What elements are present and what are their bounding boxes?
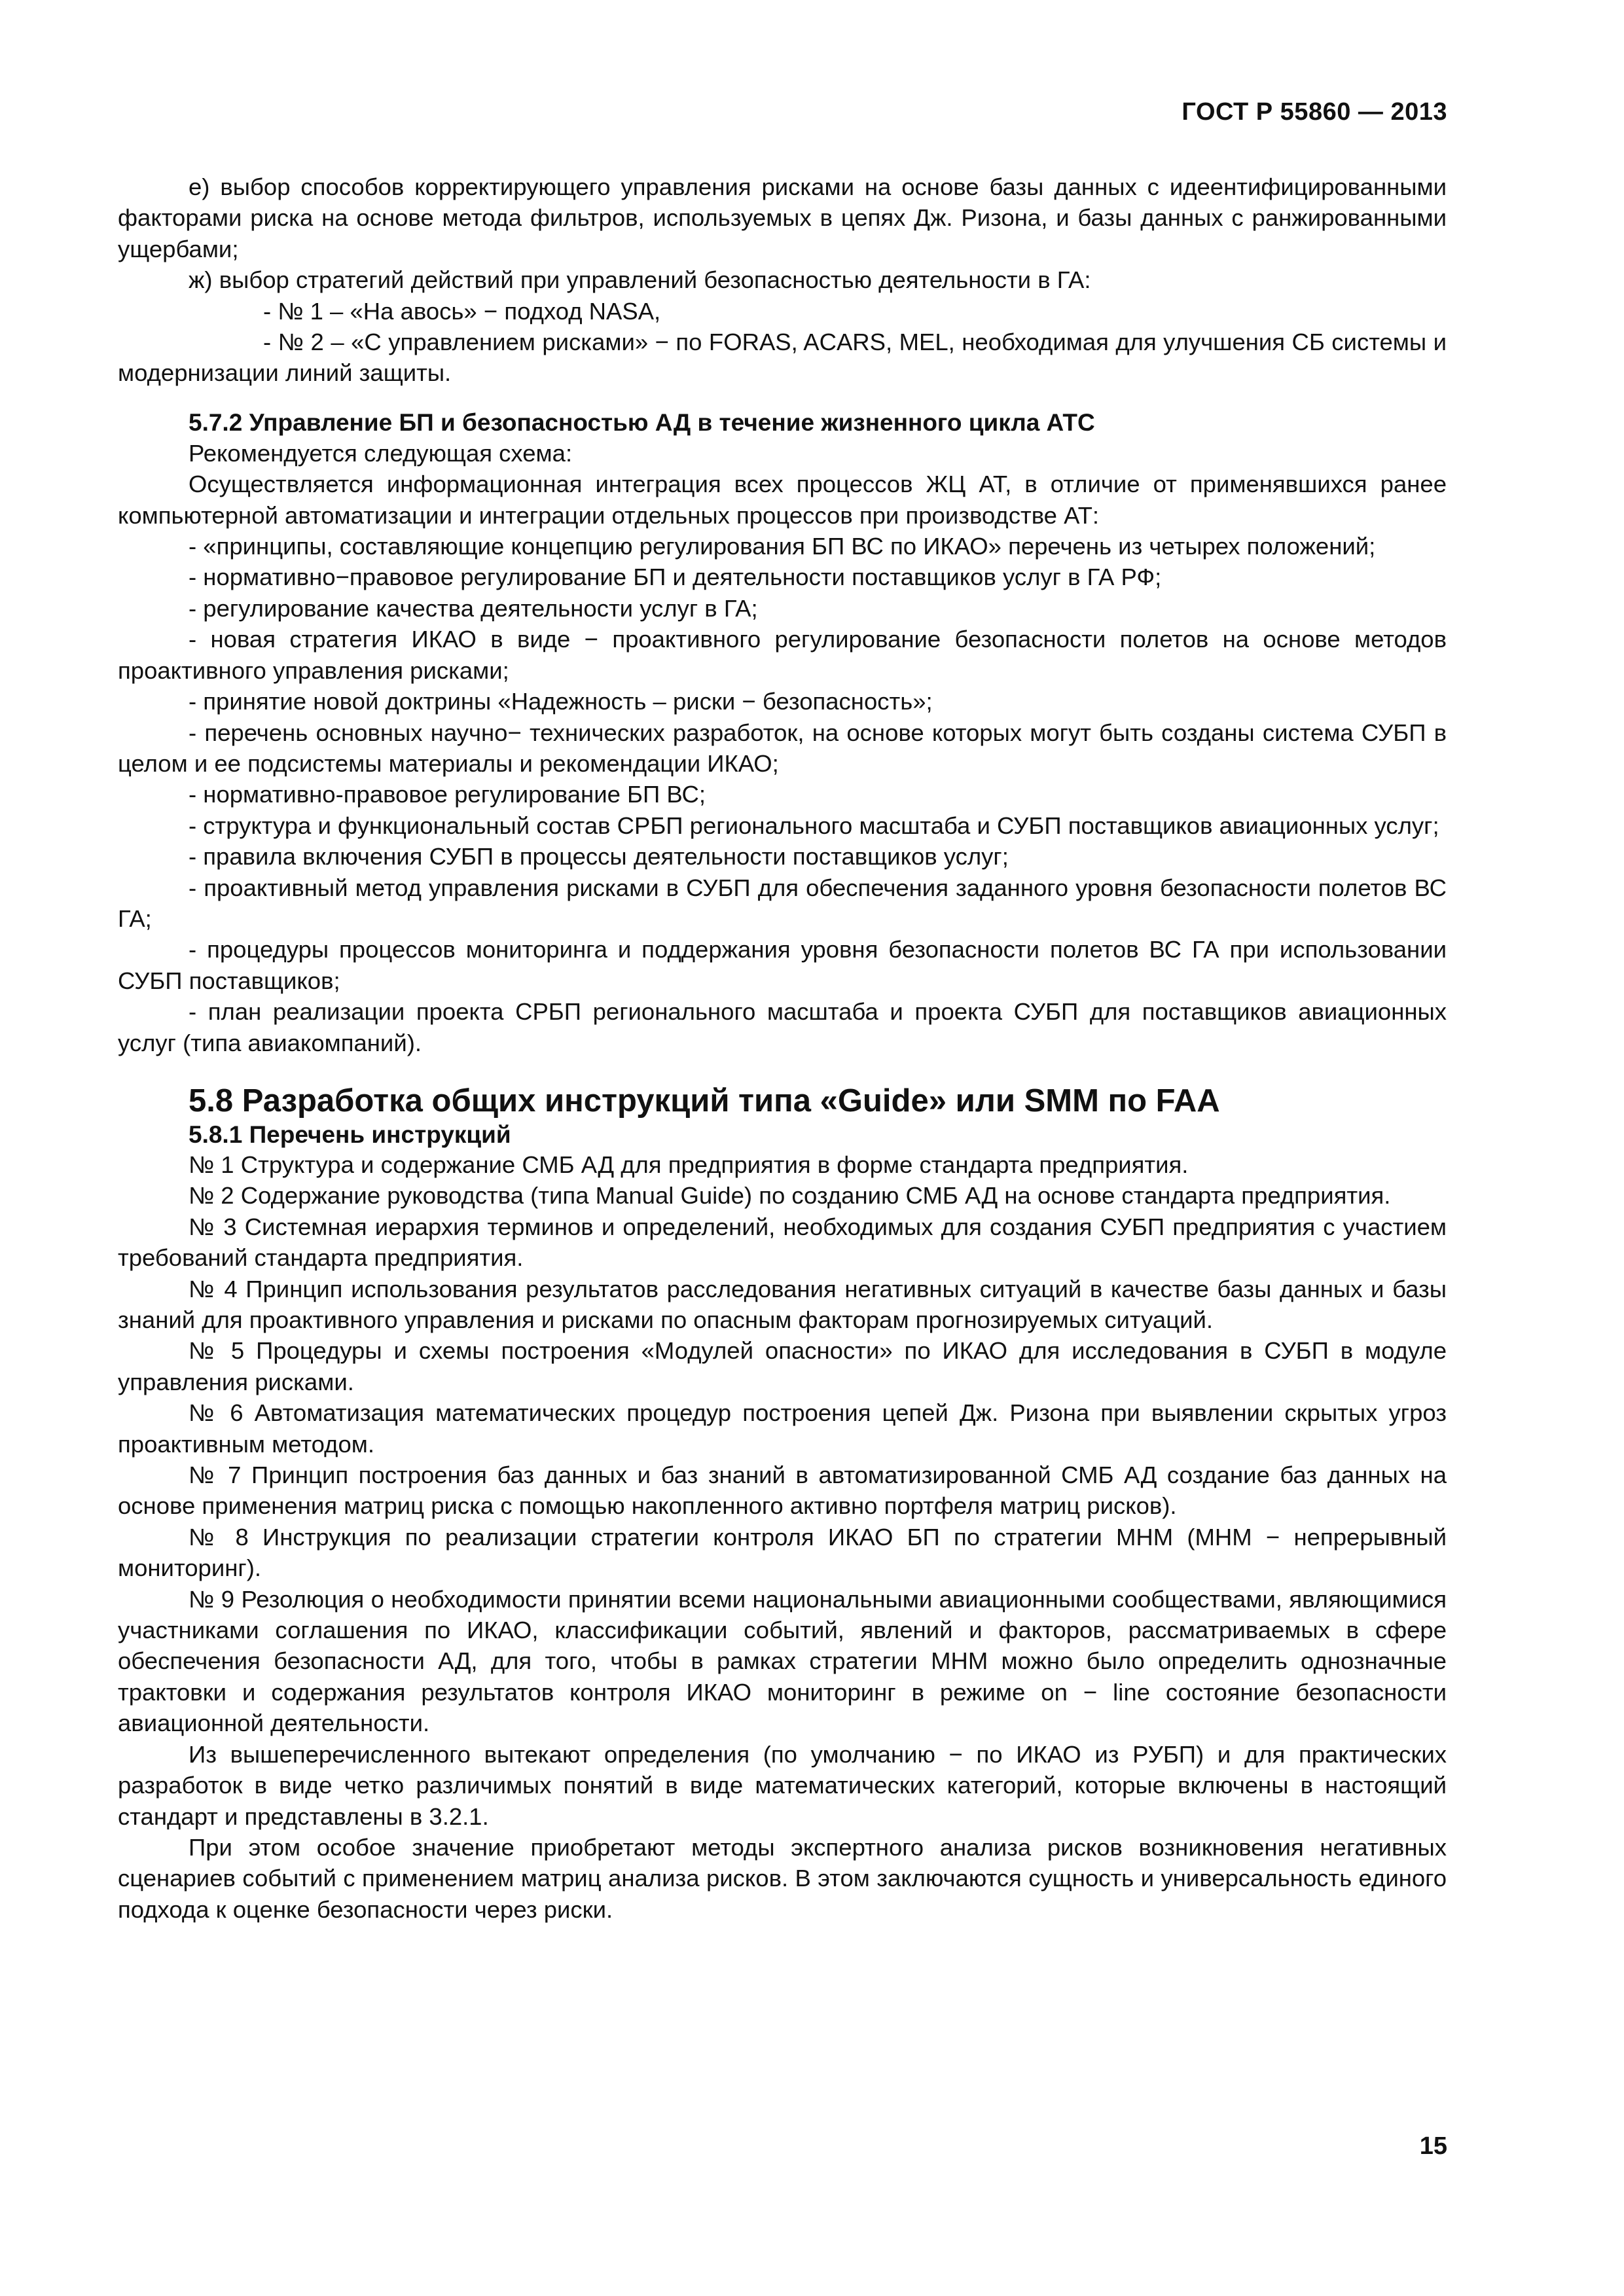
page-body — [118, 171, 1447, 1925]
list-item: - процедуры процессов мониторинга и поддержания уровня безопасности полетов ВС ГА при использовании СУБП поставщиков; — [118, 936, 1447, 994]
section-heading-5-8: 5.8 Разработка общих инструкций типа «Guide» или SMM по FAA — [189, 1083, 1220, 1119]
paragraph: Из вышеперечисленного вытекают определения (по умолчанию − по ИКАО из РУБП) и для практических разработок в виде четко различимых понятий в виде математических категорий, которые включены в настоящий стандарт и представлены в 3.2.1. — [118, 1740, 1447, 1830]
list-item: - проактивный метод управления рисками в СУБП для обеспечения заданного уровня безопасности полетов ВС ГА; — [118, 874, 1447, 932]
list-item: - план реализации проекта СРБП регионального масштаба и проекта СУБП для поставщиков авиационных услуг (типа авиакомпаний). — [118, 998, 1447, 1056]
list-item: - регулирование качества деятельности услуг в ГА; — [189, 594, 758, 622]
strategy-item-1: - № 1 – «На авось» − подход NASA, — [263, 297, 661, 325]
list-item: - структура и функциональный состав СРБП регионального масштаба и СУБП поставщиков авиационных услуг; — [189, 812, 1439, 839]
instruction-item: № 2 Содержание руководства (типа Manual Guide) по созданию СМБ АД на основе стандарта предприятия. — [189, 1182, 1391, 1210]
list-item: - «принципы, составляющие концепцию регулирования БП ВС по ИКАО» перечень из четырех положений; — [189, 533, 1376, 560]
section-heading-5-7-2: 5.7.2 Управление БП и безопасностью АД в течение жизненного цикла АТС — [189, 408, 1095, 436]
list-item-e: е) выбор способов корректирующего управления рисками на основе базы данных с идеентифицированными факторами риска на основе метода фильтров, используемых в цепях Дж. Ризона, и базы данных с ранжированными ущербами; — [118, 173, 1447, 262]
instruction-item: № 5 Процедуры и схемы построения «Модулей опасности» по ИКАО для исследования в СУБП в модуле управления рисками. — [118, 1337, 1447, 1395]
list-item: - перечень основных научно− технических разработок, на основе которых могут быть созданы система СУБП в целом и ее подсистемы материалы и рекомендации ИКАО; — [118, 719, 1447, 777]
standard-header: ГОСТ Р 55860 — 2013 — [1182, 98, 1447, 126]
strategy-item-2: - № 2 – «С управлением рисками» − по FORAS, ACARS, MEL, необходимая для улучшения СБ системы и модернизации линий защиты. — [118, 329, 1447, 387]
list-item: - принятие новой доктрины «Надежность – риски − безопасность»; — [189, 688, 933, 715]
page-number: 15 — [1419, 2132, 1447, 2160]
list-item: - нормативно−правовое регулирование БП и деятельности поставщиков услуг в ГА РФ; — [189, 564, 1162, 591]
instruction-item: № 9 Резолюция о необходимости принятии всеми национальными авиационными сообществами, являющимися участниками соглашения по ИКАО, классификации событий, явлений и факторов, рассматриваемых в сфере обеспечения безопасности АД, для того, чтобы в рамках стратегии МНМ можно было определить однозначные трактовки и содержания результатов контроля ИКАО мониторинг в режиме on − line состояние безопасности авиационной деятельности. — [118, 1585, 1447, 1737]
list-item-zh: ж) выбор стратегий действий при управлений безопасностью деятельности в ГА: — [189, 266, 1091, 294]
list-item: - новая стратегия ИКАО в виде − проактивного регулирование безопасности полетов на основе методов проактивного управления рисками; — [118, 626, 1447, 684]
instruction-item: № 6 Автоматизация математических процедур построения цепей Дж. Ризона при выявлении скрытых угроз проактивным методом. — [118, 1399, 1447, 1458]
instruction-item: № 4 Принцип использования результатов расследования негативных ситуаций в качестве базы данных и базы знаний для проактивного управления и рисками по опасным факторам прогнозируемых ситуаций. — [118, 1275, 1447, 1333]
paragraph: Рекомендуется следующая схема: — [189, 439, 573, 467]
list-item: - нормативно-правовое регулирование БП ВС; — [189, 781, 706, 808]
instruction-item: № 8 Инструкция по реализации стратегии контроля ИКАО БП по стратегии МНМ (МНМ − непрерывный мониторинг). — [118, 1523, 1447, 1582]
instruction-item: № 3 Системная иерархия терминов и определений, необходимых для создания СУБП предприятия с участием требований стандарта предприятия. — [118, 1213, 1447, 1272]
paragraph: Осуществляется информационная интеграция всех процессов ЖЦ АТ, в отличие от применявшихся ранее компьютерной автоматизации и интеграции отдельных процессов при производстве АТ: — [118, 471, 1447, 529]
instruction-item: № 1 Структура и содержание СМБ АД для предприятия в форме стандарта предприятия. — [189, 1151, 1189, 1178]
instruction-item: № 7 Принцип построения баз данных и баз знаний в автоматизированной СМБ АД создание баз данных на основе применения матриц риска с помощью накопленного активно портфеля матриц рисков). — [118, 1462, 1447, 1520]
subsection-heading-5-8-1: 5.8.1 Перечень инструкций — [189, 1121, 511, 1148]
paragraph: При этом особое значение приобретают методы экспертного анализа рисков возникновения негативных сценариев событий с применением матриц анализа рисков. В этом заключаются сущность и универсальность единого подхода к оценке безопасности через риски. — [118, 1833, 1447, 1923]
list-item: - правила включения СУБП в процессы деятельности поставщиков услуг; — [189, 843, 1009, 870]
